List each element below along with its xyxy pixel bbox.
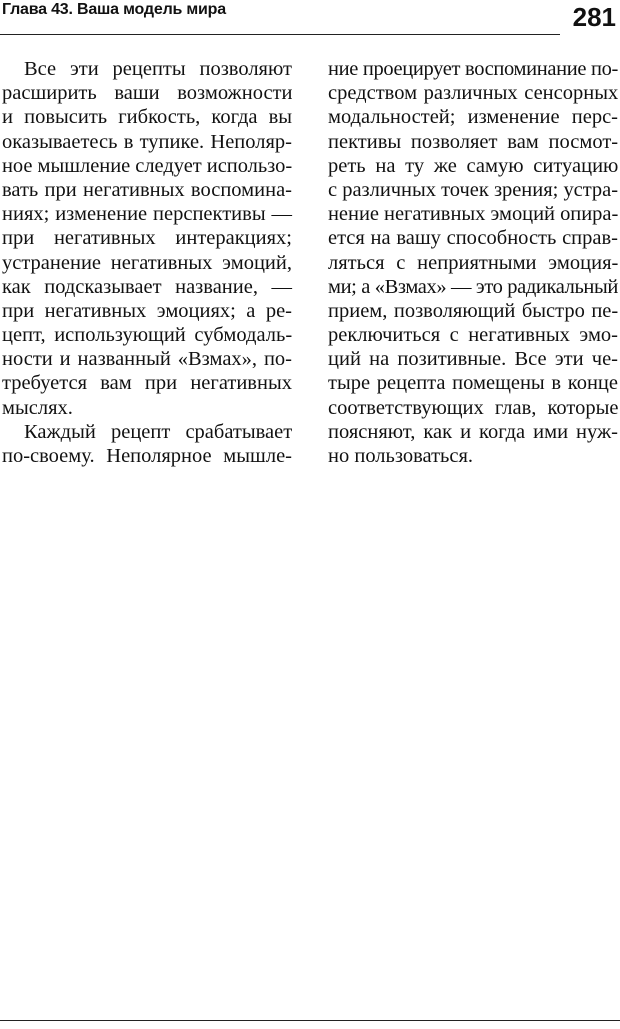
text-line: цепт, использующий субмодаль- [2,324,293,347]
header-rule [0,34,560,35]
text-line: вать при негативных воспомина- [2,178,292,201]
text-line: при негативных эмоциях; а ре- [2,299,292,322]
text-line: средством различных сенсорных [328,82,619,105]
text-line: ние проецирует воспоминание по- [328,58,618,80]
text-line: ности и названный «Взмах», по- [2,348,292,371]
text-line: ется на вашу способность справ- [328,227,618,250]
text-line: Каждый рецепт срабатывает [24,420,293,443]
text-line: по-своему. Неполярное мышле- [2,445,292,467]
text-line: реключиться с негативных эмо- [328,324,618,347]
text-line: требуется вам при негативных [2,372,292,395]
text-line: ми; а «Взмах» — это радикальный [328,275,618,298]
text-line: соответствующих глав, которые [328,396,619,419]
running-head: Глава 43. Ваша модель мира [2,1,226,18]
text-line: Все эти рецепты позволяют [24,58,292,80]
text-line: оказываетесь в тупике. Неполяр- [2,130,292,153]
left-column [2,57,292,468]
text-line: но пользоваться. [328,445,474,467]
text-line: как подсказывает название, — [2,275,292,298]
text-line: нение негативных эмоций опира- [328,203,619,226]
text-line: ниях; изменение перспективы — [2,203,292,226]
text-line: ное мышление следует использо- [2,154,293,177]
text-line: и повысить гибкость, когда вы [2,106,293,129]
text-line: пективы позволяет вам посмот- [328,130,619,153]
text-line: модальностей; изменение перс- [328,106,618,129]
text-line: ций на позитивные. Все эти че- [328,348,618,371]
page-header [0,0,620,40]
text-line: устранение негативных эмоций, [2,251,292,274]
text-line: реть на ту же самую ситуацию [328,154,619,177]
text-line: при негативных интеракциях; [2,227,292,250]
text-line: ляться с неприятными эмоция- [328,251,619,274]
text-line: прием, позволяющий быстро пе- [328,299,619,322]
text-line: тыре рецепта помещены в конце [328,372,618,395]
text-line: расширить ваши возможности [2,82,293,105]
text-line: поясняют, как и когда ими нуж- [328,420,618,443]
right-column [328,57,618,468]
text-line: с различных точек зрения; устра- [328,178,618,201]
footer-rule [0,1020,620,1021]
page-number: 281 [572,2,616,32]
text-line: мыслях. [2,396,73,419]
